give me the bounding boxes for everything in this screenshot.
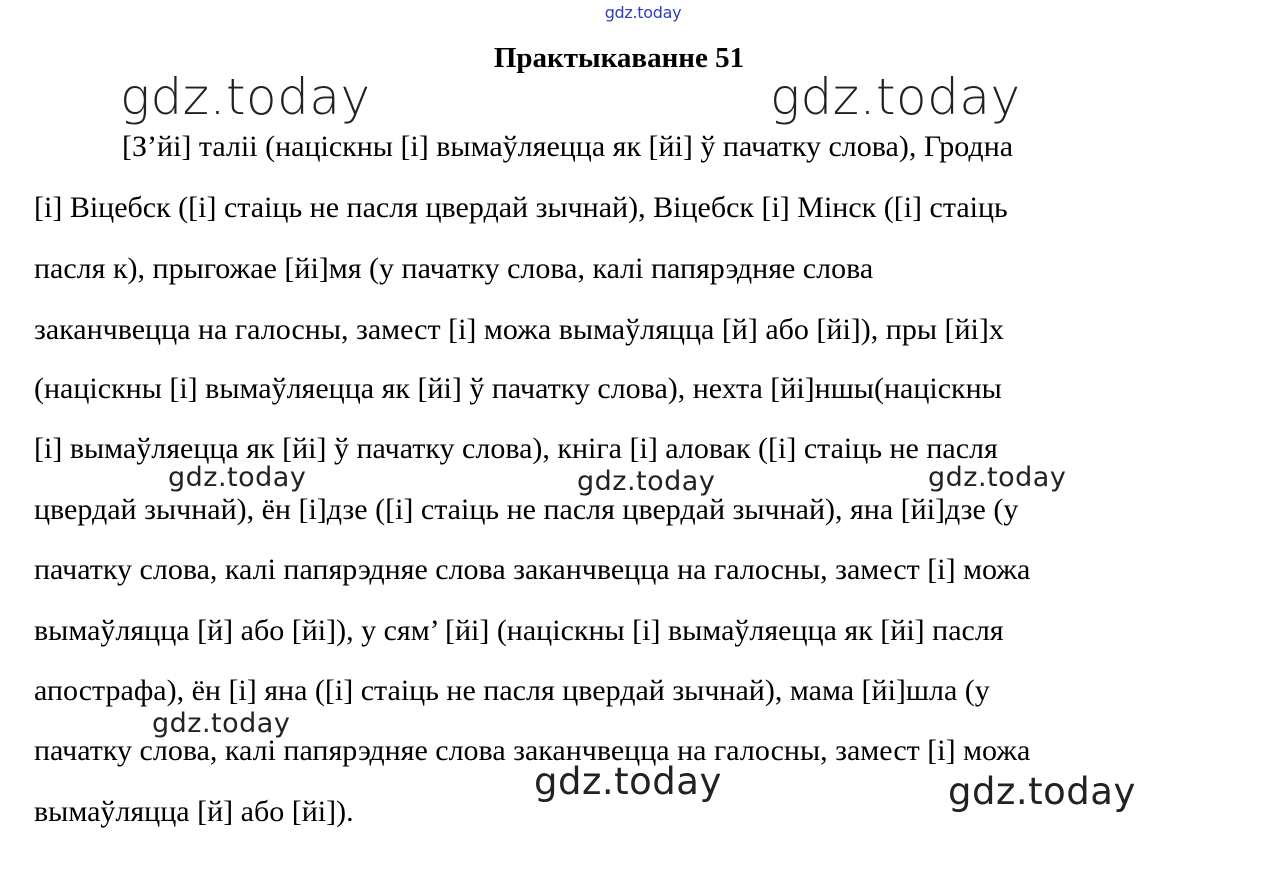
header-watermark: gdz.today: [604, 3, 682, 22]
text-line-3: пасля к), прыгожае [йі]мя (у пачатку слова, калі папярэдняе слова: [34, 252, 874, 285]
watermark: gdz.today: [534, 760, 722, 803]
text-line-10: апострафа), ён [і] яна ([і] стаіць не пасля цвердай зычнай), мама [йі]шла (у: [34, 674, 990, 707]
text-line-8: пачатку слова, калі папярэдняе слова заканчвецца на галосны, замест [і] можа: [34, 553, 1031, 586]
watermark: gdz.today: [770, 68, 1021, 126]
watermark: gdz.today: [120, 68, 371, 126]
text-line-1: [З’йі] таліі (націскны [і] вымаўляецца як [йі] ў пачатку слова), Гродна: [122, 130, 1014, 163]
watermark: gdz.today: [168, 462, 307, 493]
text-line-4: заканчвецца на галосны, замест [і] можа вымаўляцца [й] або [йі]), пры [йі]х: [34, 313, 1004, 346]
watermark: gdz.today: [577, 466, 716, 497]
text-line-2: [і] Віцебск ([і] стаіць не пасля цвердай зычнай), Віцебск [і] Мінск ([і] стаіць: [34, 191, 1008, 224]
text-line-11: пачатку слова, калі папярэдняе слова заканчвецца на галосны, замест [і] можа: [34, 734, 1031, 767]
text-line-9: вымаўляцца [й] або [йі]), у сям’ [йі] (націскны [і] вымаўляецца як [йі] пасля: [34, 614, 1004, 647]
watermark: gdz.today: [948, 770, 1136, 813]
text-line-7: цвердай зычнай), ён [і]дзе ([і] стаіць не пасля цвердай зычнай), яна [йі]дзе (у: [34, 493, 1019, 526]
watermark: gdz.today: [928, 462, 1067, 493]
text-line-6: [і] вымаўляецца як [йі] ў пачатку слова), кніга [і] аловак ([і] стаіць не пасля: [34, 432, 998, 465]
watermark: gdz.today: [152, 708, 291, 739]
text-line-12: вымаўляцца [й] або [йі]).: [34, 795, 354, 828]
text-line-5: (націскны [і] вымаўляецца як [йі] ў пачатку слова), нехта [йі]ншы(націскны: [34, 372, 1002, 405]
exercise-title: Практыкаванне 51: [493, 42, 745, 74]
